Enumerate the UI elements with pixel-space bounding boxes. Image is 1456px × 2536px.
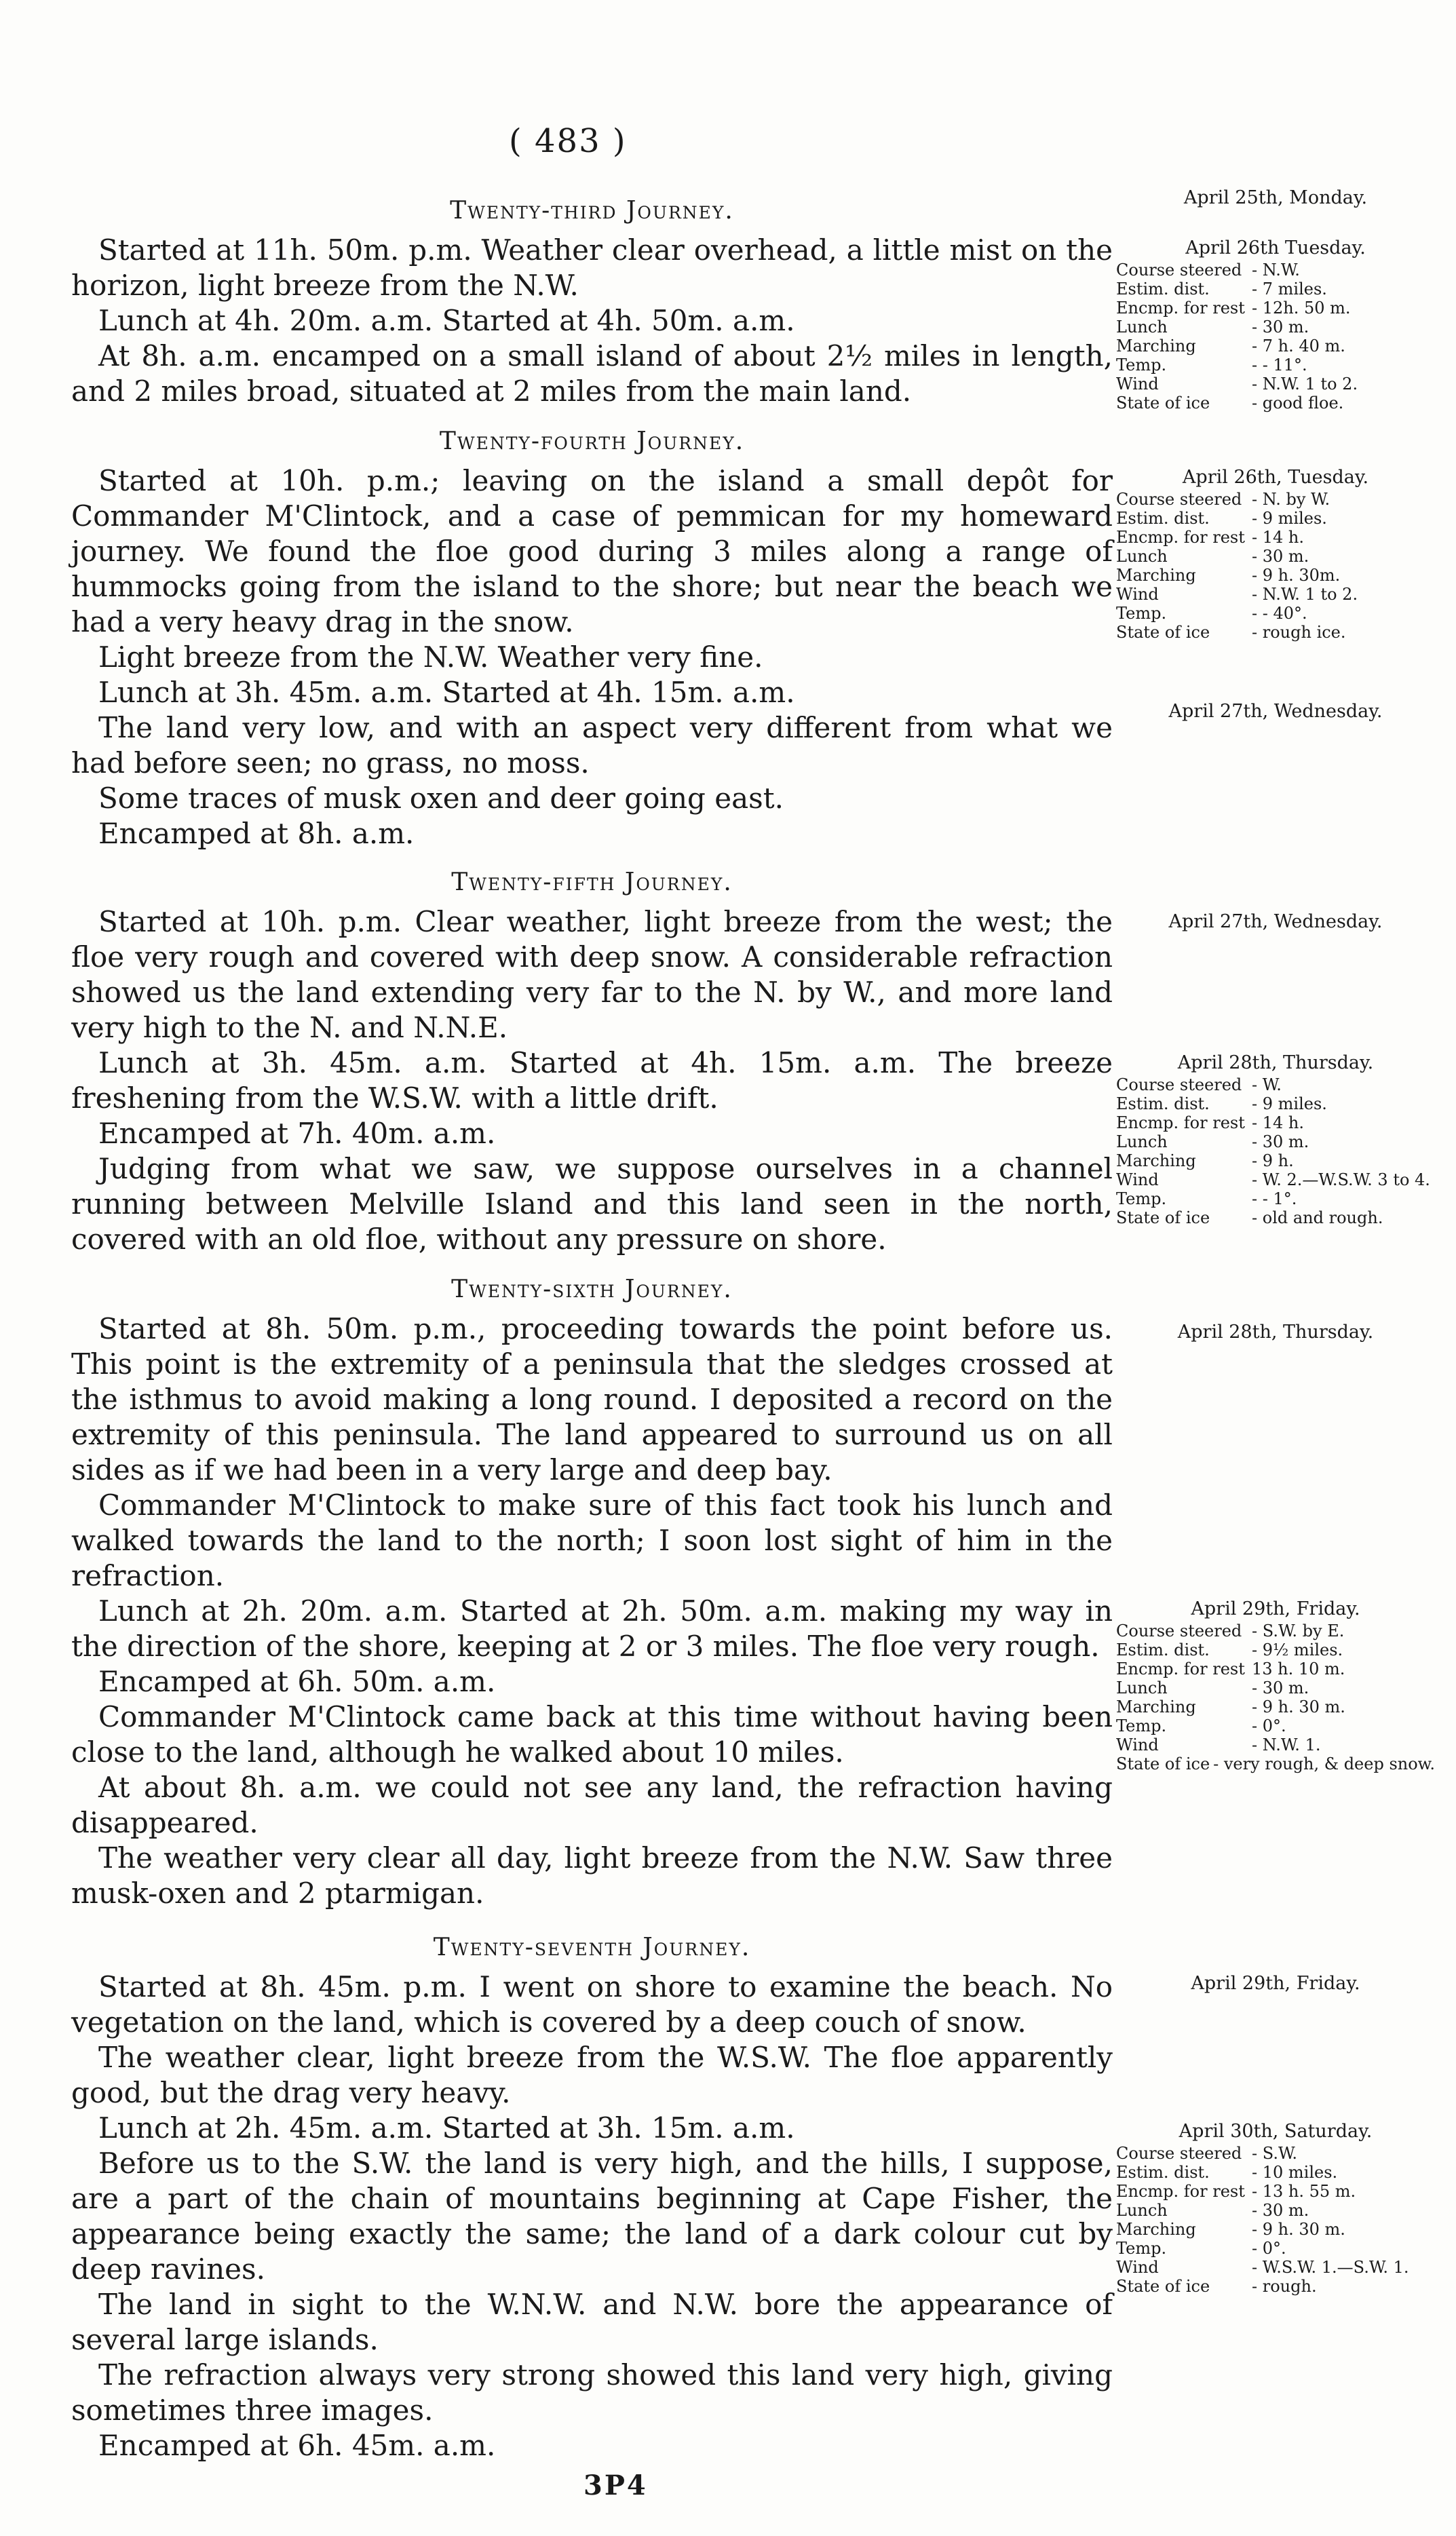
journey-paragraph: At about 8h. a.m. we could not see any land, the refraction having disappeared. [71, 1771, 1113, 1839]
log-row: Estim. dist. - 9½ miles. [1116, 1640, 1343, 1659]
log-row: Lunch - 30 m. [1116, 2201, 1309, 2220]
margin-date [1116, 2103, 1117, 2104]
log-row: Wind - W. 2.—W.S.W. 3 to 4. [1116, 1170, 1430, 1189]
log-row: Encmp. for rest - 12h. 50 m. [1116, 299, 1351, 318]
journey-heading: Twenty-seventh Journey. [433, 1934, 751, 1961]
journey-heading: Twenty-sixth Journey. [451, 1275, 733, 1303]
journey-section [71, 1275, 1113, 1911]
log-row: Estim. dist. - 10 miles. [1116, 2163, 1338, 2182]
journey-paragraph: Light breeze from the N.W. Weather very fine. [98, 640, 763, 674]
log-row: Encmp. for rest - 14 h. [1116, 528, 1304, 547]
journey-paragraph: At 8h. a.m. encamped on a small island of about 2½ miles in length, and 2 miles broad, situated at 2 miles from the main land. [71, 339, 1113, 408]
journey-heading: Twenty-fifth Journey. [451, 868, 733, 896]
journey-paragraph: Encamped at 6h. 50m. a.m. [98, 1665, 496, 1698]
log-row: State of ice - rough. [1116, 2277, 1317, 2296]
log-row: Lunch - 30 m. [1116, 1132, 1309, 1151]
journey-paragraph: Lunch at 4h. 20m. a.m. Started at 4h. 50m. a.m. [98, 304, 795, 337]
log-row: Temp. - 0°. [1116, 2239, 1286, 2258]
log-row: Estim. dist. - 7 miles. [1116, 280, 1327, 299]
margin-date: April 27th, Wednesday. [1168, 701, 1383, 722]
journey-log-table: April 26th, Tuesday. Course steered - N. by W. Estim. dist. - 9 miles. Encmp. for rest - 14 h. Lunch - 30 m. Marching - 9 h. 30m. Wind - N.W. 1 to 2. Temp. - - 40°. State of ice - rough ice. [1116, 468, 1435, 642]
log-row: State of ice - old and rough. [1116, 1208, 1383, 1227]
log-row: Course steered - S.W. [1116, 2144, 1298, 2163]
log-row: Encmp. for rest - 14 h. [1116, 1113, 1304, 1132]
log-row: Course steered - S.W. by E. [1116, 1621, 1345, 1640]
margin-date: April 29th, Friday. [1191, 1973, 1360, 1994]
journey-heading: Twenty-fourth Journey. [439, 427, 745, 455]
journey-paragraph: Started at 11h. 50m. p.m. Weather clear overhead, a little mist on the horizon, light breeze from the N.W. [71, 233, 1113, 302]
log-row: State of ice - very rough, & deep snow. [1116, 1754, 1435, 1773]
journey-paragraph: Lunch at 2h. 20m. a.m. Started at 2h. 50m. a.m. making my way in the direction of the shore, keeping at 2 or 3 miles. The floe very rough. [71, 1594, 1113, 1663]
log-row: Marching - 7 h. 40 m. [1116, 337, 1345, 356]
journey-paragraph: Started at 10h. p.m.; leaving on the island a small depôt for Commander M'Clintock, and a case of pemmican for my homeward journey. We found the floe good during 3 miles along a range of hummocks going from the island to the shore; but near the beach we had a very heavy drag in the snow. [71, 464, 1113, 638]
journey-paragraph: Encamped at 7h. 40m. a.m. [98, 1117, 496, 1150]
log-row: Lunch - 30 m. [1116, 1678, 1309, 1697]
journey-heading: Twenty-third Journey. [450, 197, 734, 225]
log-row: Temp. - - 11°. [1116, 356, 1307, 374]
log-row: Course steered - W. [1116, 1075, 1282, 1094]
journey-paragraph: Lunch at 2h. 45m. a.m. Started at 3h. 15m. a.m. [98, 2111, 795, 2145]
journey-paragraph: Encamped at 8h. a.m. [98, 817, 415, 850]
journey-section [71, 868, 1113, 1257]
journey-section [71, 1934, 1113, 2463]
journey-paragraph: Lunch at 3h. 45m. a.m. Started at 4h. 15m. a.m. [98, 676, 795, 709]
log-row: Marching - 9 h. [1116, 1151, 1294, 1170]
journey-paragraph: Encamped at 6h. 45m. a.m. [98, 2429, 496, 2462]
log-row: Encmp. for rest - 13 h. 55 m. [1116, 2182, 1356, 2201]
log-row: State of ice - rough ice. [1116, 623, 1346, 642]
log-row: Course steered - N.W. [1116, 261, 1300, 280]
log-row: Course steered - N. by W. [1116, 490, 1330, 509]
journey-paragraph: Before us to the S.W. the land is very high, and the hills, I suppose, are a part of the chain of mountains beginning at Cape Fisher, the appearance being exactly the same; the land of a dark colour cut by deep ravines. [71, 2147, 1113, 2286]
log-row: Marching - 9 h. 30 m. [1116, 1697, 1345, 1716]
log-row: Wind - N.W. 1 to 2. [1116, 374, 1358, 393]
journey-paragraph: The land very low, and with an aspect very different from what we had before seen; no grass, no moss. [71, 711, 1113, 780]
journey-paragraph: Started at 8h. 50m. p.m., proceeding towards the point before us. This point is the extremity of a peninsula that the sledges crossed at the isthmus to avoid making a long round. I deposited a record on the extremity of this peninsula. The land appeared to surround us on all sides as if we had been in a very large and deep bay. [71, 1312, 1113, 1486]
log-row: Lunch - 30 m. [1116, 318, 1309, 337]
journey-section [71, 197, 1113, 409]
log-row: Marching - 9 h. 30m. [1116, 566, 1341, 585]
log-row: Estim. dist. - 9 miles. [1116, 1094, 1327, 1113]
journey-paragraph: Started at 10h. p.m. Clear weather, light breeze from the west; the floe very rough and covered with deep snow. A considerable refraction showed us the land extending very far to the N. by W., and more land very high to the N. and N.N.E. [71, 905, 1113, 1044]
journey-log-table: April 29th, Friday. Course steered - S.W. by E. Estim. dist. - 9½ miles. Encmp. for rest 13 h. 10 m. Lunch - 30 m. Marching - 9 h. 30 m. Temp. - 0°. Wind - N.W. 1. State of ice - very rough, & deep snow. [1116, 1598, 1435, 1773]
margin-date: April 25th, Monday. [1183, 187, 1368, 208]
journey-log-table: April 28th, Thursday. Course steered - W. Estim. dist. - 9 miles. Encmp. for rest - 14 h. Lunch - 30 m. Marching - 9 h. Wind - W. 2.—W.S.W. 3 to 4. Temp. - - 1°. State of ice - old and rough. [1116, 1054, 1435, 1227]
journey-section [71, 427, 1113, 851]
page-number: ( 483 ) [509, 122, 627, 160]
margin-date: April 28th, Thursday. [1177, 1322, 1374, 1343]
journey-log-table: April 26th Tuesday. Course steered - N.W. Estim. dist. - 7 miles. Encmp. for rest - 12h. 50 m. Lunch - 30 m. Marching - 7 h. 40 m. Temp. - - 11°. Wind - N.W. 1 to 2. State of ice - good floe. [1116, 239, 1435, 412]
journey-paragraph: The land in sight to the W.N.W. and N.W. bore the appearance of several large islands. [71, 2288, 1113, 2356]
log-row: Temp. - 0°. [1116, 1716, 1286, 1735]
log-row: Wind - N.W. 1 to 2. [1116, 585, 1358, 604]
journey-paragraph: Commander M'Clintock came back at this time without having been close to the land, although he walked about 10 miles. [71, 1700, 1113, 1769]
log-row: State of ice - good floe. [1116, 393, 1344, 412]
journey-paragraph: Judging from what we saw, we suppose ourselves in a channel running between Melville Island and this land seen in the north, covered with an old floe, without any pressure on shore. [71, 1152, 1113, 1256]
journey-paragraph: Started at 8h. 45m. p.m. I went on shore to examine the beach. No vegetation on the land, which is covered by a deep couch of snow. [71, 1970, 1113, 2039]
log-row: Temp. - - 40°. [1116, 604, 1307, 623]
log-row: Encmp. for rest 13 h. 10 m. [1116, 1659, 1345, 1678]
log-row: Wind - N.W. 1. [1116, 1735, 1321, 1754]
log-row: Marching - 9 h. 30 m. [1116, 2220, 1345, 2239]
log-row: Temp. - - 1°. [1116, 1189, 1297, 1208]
signature-mark: 3P4 [583, 2470, 648, 2501]
journey-paragraph: The weather clear, light breeze from the W.S.W. The floe apparently good, but the drag very heavy. [71, 2041, 1113, 2109]
journey-log-table: April 30th, Saturday. Course steered - S.W. Estim. dist. - 10 miles. Encmp. for rest - 13 h. 55 m. Lunch - 30 m. Marching - 9 h. 30 m. Temp. - 0°. Wind - W.S.W. 1.—S.W. 1. State of ice - rough. [1116, 2122, 1435, 2296]
journey-paragraph: Lunch at 3h. 45m. a.m. Started at 4h. 15m. a.m. The breeze freshening from the W.S.W. with a little drift. [71, 1046, 1113, 1115]
log-row: Estim. dist. - 9 miles. [1116, 509, 1327, 528]
log-row: Wind - W.S.W. 1.—S.W. 1. [1116, 2258, 1409, 2277]
journey-paragraph: Some traces of musk oxen and deer going east. [98, 782, 784, 815]
margin-date: April 27th, Wednesday. [1168, 911, 1383, 932]
journey-paragraph: Commander M'Clintock to make sure of this fact took his lunch and walked towards the land to the north; I soon lost sight of him in the refraction. [71, 1488, 1113, 1592]
log-row: Lunch - 30 m. [1116, 547, 1309, 566]
journey-paragraph: The weather very clear all day, light breeze from the N.W. Saw three musk-oxen and 2 ptarmigan. [71, 1841, 1113, 1910]
journey-paragraph: The refraction always very strong showed this land very high, giving sometimes three images. [71, 2358, 1113, 2427]
